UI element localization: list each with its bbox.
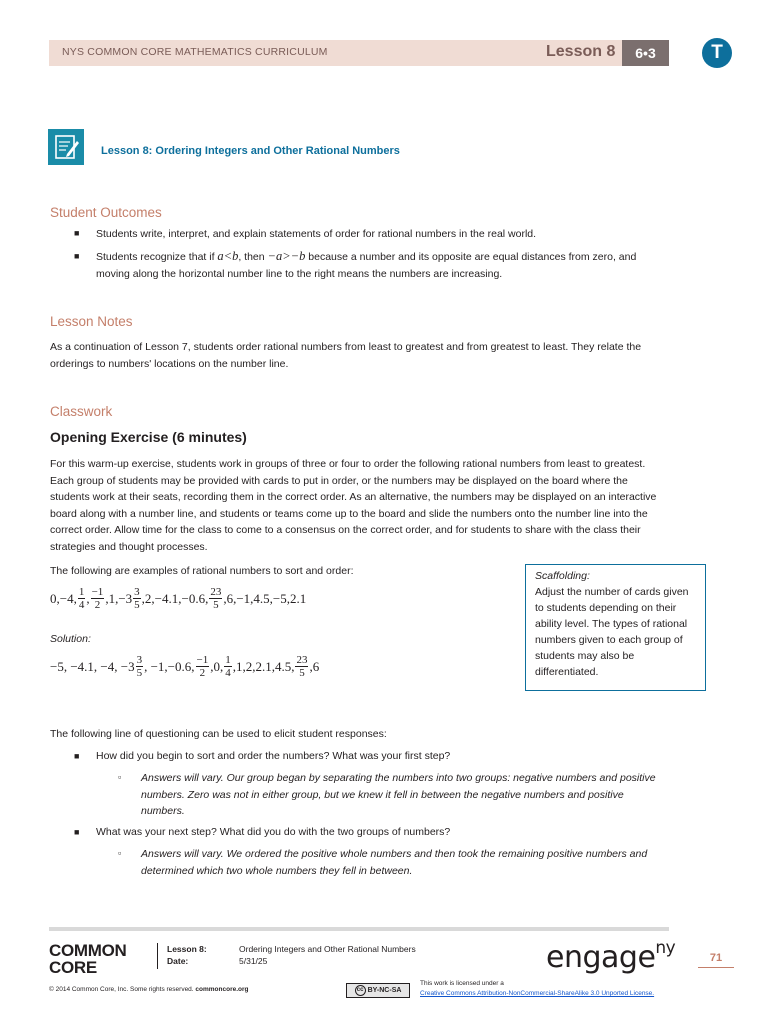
bullet-icon: ■	[74, 251, 80, 261]
scaffolding-box	[525, 564, 706, 691]
teacher-edition-icon: T	[702, 38, 732, 68]
outcome-item: Students recognize that if a<b, then −a>−b because a number and its opposite are equal distances from zero, and moving along the horizontal number line to the right means the numbers are increasing.	[96, 249, 637, 280]
bullet-icon: ■	[74, 751, 80, 761]
license-text: This work is licensed under a	[420, 980, 504, 987]
fraction: $\frac{-1}{2}$	[91, 586, 104, 611]
fraction: $\frac{1}{4}$	[78, 586, 85, 611]
lesson-notepad-icon	[48, 129, 84, 165]
fraction: $\frac{-1}{2}$	[196, 654, 209, 679]
question-item: What was your next step? What did you do with the two groups of numbers?	[96, 826, 451, 838]
sub-bullet-icon: ▫	[118, 772, 122, 782]
opening-exercise-intro: For this warm-up exercise, students work in groups of three or four to order the following rational numbers from least to greatest. Each group of students may be provided with cards to put in order, or the numbers may be displayed on the board where the students work at their seats, recording them in the correct order. As an alternative, the numbers may be displayed on an interactive board along with a number line, and students or teams come up to the board and slide the numbers onto the number line into the correct order. Allow time for the class to come to a consensus on the correct order, and for students to share with the class their strategies and thought processes.	[50, 458, 657, 553]
common-core-logo: COMMON CORE	[49, 941, 127, 977]
fraction: $\frac{23}{5}$	[210, 586, 222, 611]
sub-bullet-icon: ▫	[118, 848, 122, 858]
examples-label: The following are examples of rational numbers to sort and order:	[50, 565, 354, 577]
scaffolding-title: Scaffolding:	[535, 570, 590, 582]
footer-divider	[157, 943, 158, 969]
fraction: $\frac{3}{5}$	[134, 586, 140, 611]
answer-item: Answers will vary. We ordered the positive whole numbers and then took the remaining positive numbers and determined which two whole numbers they fell in between.	[141, 848, 648, 877]
classwork-heading: Classwork	[50, 404, 113, 419]
license-link[interactable]: Creative Commons Attribution-NonCommercial-ShareAlike 3.0 Unported License.	[420, 990, 655, 997]
bullet-icon: ■	[74, 827, 80, 837]
fraction: $\frac{3}{5}$	[136, 654, 143, 679]
footer-date-value: 5/31/25	[239, 956, 268, 966]
footer-rule	[49, 927, 669, 931]
footer-lesson-label: Lesson 8:	[167, 944, 207, 954]
questioning-intro: The following line of questioning can be used to elicit student responses:	[50, 728, 387, 740]
outcome-item: Students write, interpret, and explain statements of order for rational numbers in the real world.	[96, 228, 537, 240]
question-item: How did you begin to sort and order the numbers? What was your first step?	[96, 750, 451, 762]
footer-lesson-value: Ordering Integers and Other Rational Numbers	[239, 944, 416, 954]
bullet-icon: ■	[74, 228, 80, 238]
lesson-notes-heading: Lesson Notes	[50, 314, 133, 329]
ordered-solution: −5, −4.1, −4, −3 $\frac{3}{5}$ , −1,−0.6, $\frac{-1}{2}$ ,0, $\frac{1}{4}$ ,1,2,2.1,4.5, $\frac{23}{5}$ ,6	[50, 654, 320, 679]
footer-date-label: Date:	[167, 956, 189, 966]
answer-item: Answers will vary. Our group began by separating the numbers into two groups: negative numbers and positive numbers. Zero was not in either group, but we knew it fell in between the negative numbers and positive numbers.	[141, 772, 656, 817]
lesson-label: Lesson 8	[546, 43, 616, 60]
student-outcomes-heading: Student Outcomes	[50, 205, 162, 220]
cc-license-badge: cc BY-NC-SA	[346, 983, 410, 998]
solution-label: Solution:	[50, 633, 91, 645]
lesson-notes-text: As a continuation of Lesson 7, students order rational numbers from least to greatest and from greatest to least. They relate the orderings to numbers' locations on the number line.	[50, 341, 642, 370]
copyright-notice: © 2014 Common Core, Inc. Some rights reserved. commoncore.org	[49, 986, 249, 993]
fraction: $\frac{23}{5}$	[296, 654, 308, 679]
curriculum-title: NYS COMMON CORE MATHEMATICS CURRICULUM	[62, 46, 328, 58]
engage-ny-logo: engage$^{ny}$	[546, 938, 676, 975]
fraction: $\frac{1}{4}$	[225, 654, 231, 679]
scaffolding-body: Adjust the number of cards given to students depending on their ability level. The types of rational numbers given to each group of students may also be differentiated.	[535, 586, 689, 678]
lesson-title: Lesson 8: Ordering Integers and Other Rational Numbers	[101, 145, 400, 157]
rational-numbers-list: 0,−4, $\frac{1}{4}$ , $\frac{-1}{2}$ ,1,−3 $\frac{3}{5}$ ,2,−4.1,−0.6, $\frac{23}{5}$ ,6,−1,4.5,−5,2.1	[50, 586, 307, 611]
opening-exercise-title: Opening Exercise (6 minutes)	[50, 429, 247, 445]
page-number: 71	[698, 952, 734, 968]
grade-module-badge: 6•3	[622, 40, 669, 66]
